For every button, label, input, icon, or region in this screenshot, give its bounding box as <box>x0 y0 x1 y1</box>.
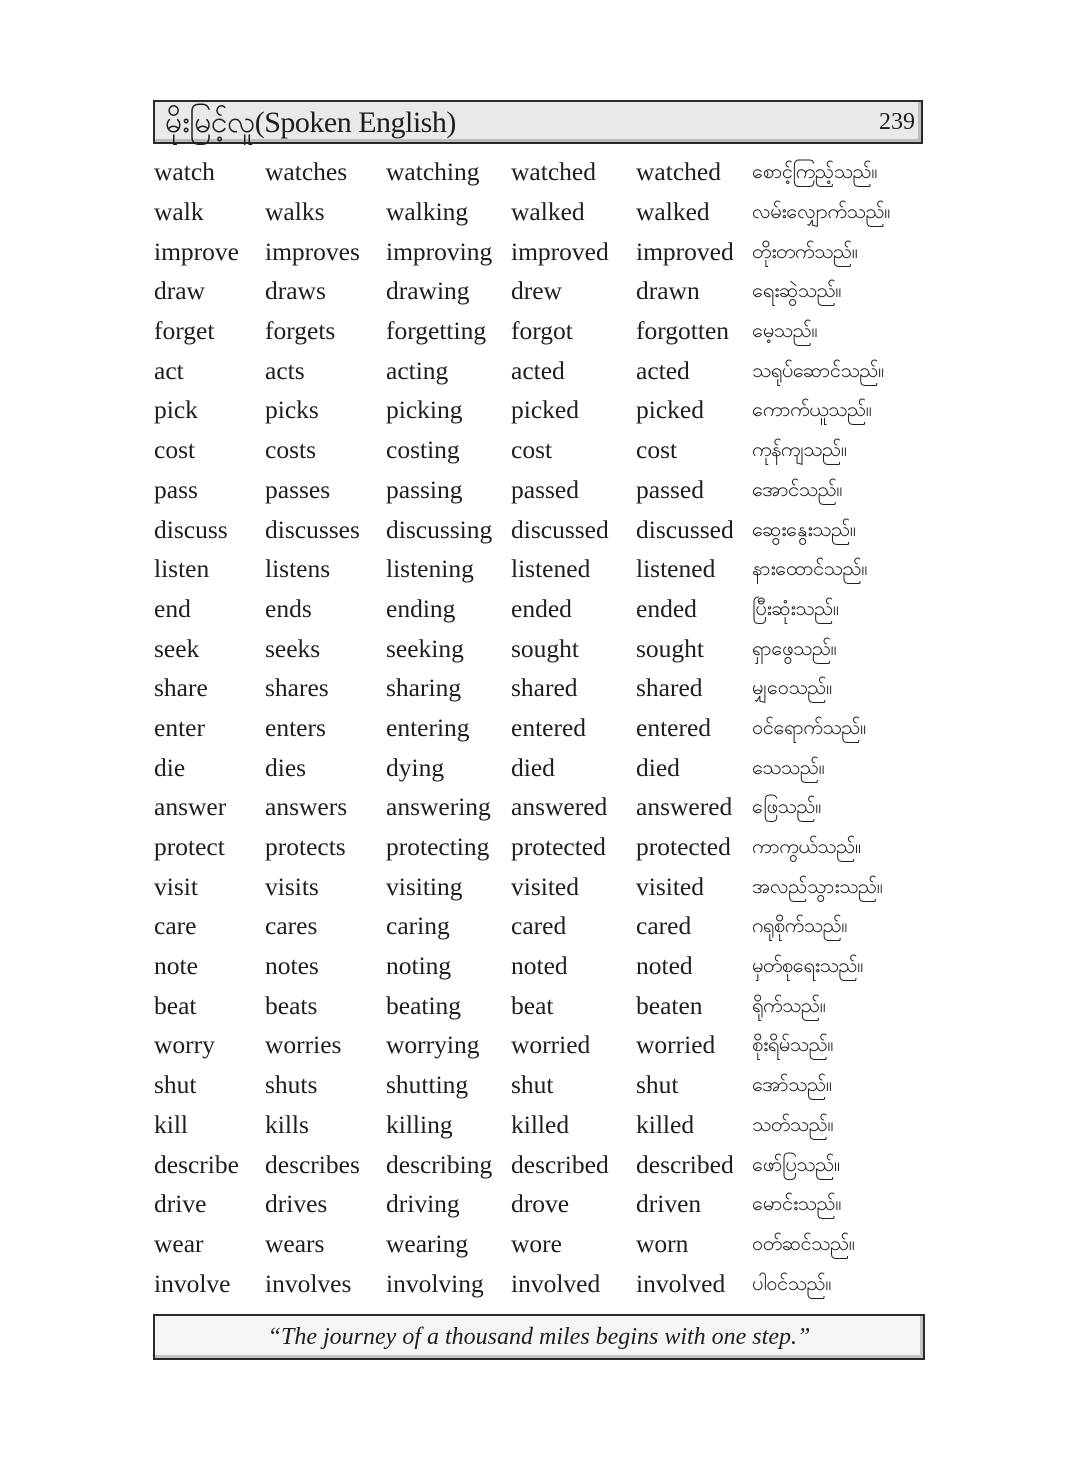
verb-row <box>154 827 914 867</box>
base-form: act <box>154 355 184 385</box>
base-form: describe <box>154 1149 239 1179</box>
verb-row <box>154 1105 914 1145</box>
past-form: beat <box>511 990 554 1020</box>
past-form: worried <box>511 1030 591 1060</box>
base-form: note <box>154 951 198 981</box>
past-form: ended <box>511 593 572 623</box>
past-form: shut <box>511 1070 554 1100</box>
past-participle-form: described <box>636 1149 734 1179</box>
verb-row <box>154 152 914 192</box>
base-form: forget <box>154 316 215 346</box>
ing-form: caring <box>386 911 450 941</box>
book-title: မိုးမြင့်လူ(Spoken English) <box>165 106 456 139</box>
myanmar-meaning: ကာကွယ်သည်။ <box>752 834 861 859</box>
third-person-form: passes <box>265 474 331 504</box>
past-participle-form: shared <box>636 673 703 703</box>
myanmar-meaning: ဖော်ပြသည်။ <box>752 1151 840 1176</box>
ing-form: shutting <box>386 1070 469 1100</box>
past-form: described <box>511 1149 609 1179</box>
base-form: drive <box>154 1189 207 1219</box>
past-participle-form: visited <box>636 871 704 901</box>
past-participle-form: involved <box>636 1268 726 1298</box>
myanmar-meaning: ကောက်ယူသည်။ <box>752 397 872 422</box>
third-person-form: walks <box>265 197 325 227</box>
myanmar-meaning: ဆွေးနွေးသည်။ <box>752 516 856 541</box>
third-person-form: beats <box>265 990 318 1020</box>
verb-row <box>154 430 914 470</box>
third-person-form: costs <box>265 435 316 465</box>
ing-form: improving <box>386 236 493 266</box>
third-person-form: answers <box>265 792 348 822</box>
ing-form: noting <box>386 951 452 981</box>
past-form: cared <box>511 911 567 941</box>
verb-row <box>154 946 914 986</box>
ing-form: involving <box>386 1268 484 1298</box>
ing-form: watching <box>386 157 480 187</box>
third-person-form: enters <box>265 712 326 742</box>
past-form: involved <box>511 1268 601 1298</box>
past-participle-form: protected <box>636 832 731 862</box>
verb-row <box>154 549 914 589</box>
base-form: worry <box>154 1030 215 1060</box>
myanmar-meaning: သရုပ်ဆောင်သည်။ <box>752 357 884 382</box>
verb-row <box>154 747 914 787</box>
myanmar-meaning: ပါဝင်သည်။ <box>752 1270 831 1295</box>
verb-row <box>154 906 914 946</box>
past-participle-form: ended <box>636 593 697 623</box>
base-form: listen <box>154 554 210 584</box>
base-form: wear <box>154 1228 204 1258</box>
myanmar-meaning: ရေးဆွဲသည်။ <box>752 278 841 303</box>
myanmar-meaning: ပြီးဆုံးသည်။ <box>752 595 839 620</box>
past-form: died <box>511 752 555 782</box>
page-number: 239 <box>879 109 915 135</box>
third-person-form: watches <box>265 157 348 187</box>
verb-row <box>154 192 914 232</box>
base-form: involve <box>154 1268 231 1298</box>
ing-form: answering <box>386 792 491 822</box>
third-person-form: worries <box>265 1030 342 1060</box>
third-person-form: dies <box>265 752 307 782</box>
base-form: beat <box>154 990 197 1020</box>
past-form: noted <box>511 951 568 981</box>
third-person-form: notes <box>265 951 319 981</box>
third-person-form: describes <box>265 1149 360 1179</box>
myanmar-meaning: နားထောင်သည်။ <box>752 556 867 581</box>
base-form: visit <box>154 871 198 901</box>
ing-form: worrying <box>386 1030 480 1060</box>
base-form: walk <box>154 197 204 227</box>
ing-form: listening <box>386 554 474 584</box>
myanmar-meaning: စိုးရိမ်သည်။ <box>752 1032 833 1057</box>
base-form: protect <box>154 832 225 862</box>
myanmar-meaning: မှတ်စုရေးသည်။ <box>752 953 863 978</box>
third-person-form: seeks <box>265 633 321 663</box>
ing-form: discussing <box>386 514 493 544</box>
ing-form: describing <box>386 1149 493 1179</box>
ing-form: sharing <box>386 673 462 703</box>
base-form: pick <box>154 395 198 425</box>
past-participle-form: entered <box>636 712 712 742</box>
base-form: share <box>154 673 208 703</box>
past-participle-form: driven <box>636 1189 702 1219</box>
base-form: seek <box>154 633 200 663</box>
past-form: visited <box>511 871 579 901</box>
ing-form: killing <box>386 1109 453 1139</box>
ing-form: wearing <box>386 1228 469 1258</box>
past-form: forgot <box>511 316 573 346</box>
myanmar-meaning: ဂရုစိုက်သည်။ <box>752 913 847 938</box>
past-participle-form: walked <box>636 197 710 227</box>
third-person-form: discusses <box>265 514 360 544</box>
ing-form: passing <box>386 474 463 504</box>
verb-row <box>154 1224 914 1264</box>
past-participle-form: drawn <box>636 276 700 306</box>
past-form: wore <box>511 1228 562 1258</box>
third-person-form: picks <box>265 395 319 425</box>
base-form: improve <box>154 236 239 266</box>
verb-row <box>154 1263 914 1303</box>
past-form: entered <box>511 712 587 742</box>
third-person-form: listens <box>265 554 331 584</box>
past-form: acted <box>511 355 565 385</box>
past-participle-form: beaten <box>636 990 703 1020</box>
past-participle-form: shut <box>636 1070 679 1100</box>
myanmar-meaning: အောင်သည်။ <box>752 476 842 501</box>
past-participle-form: killed <box>636 1109 695 1139</box>
past-form: cost <box>511 435 553 465</box>
myanmar-meaning: ကုန်ကျသည်။ <box>752 437 847 462</box>
verb-row <box>154 271 914 311</box>
verb-row <box>154 1025 914 1065</box>
quote-text: “The journey of a thousand miles begins with one step.” <box>267 1324 811 1350</box>
myanmar-meaning: အော်သည်။ <box>752 1072 832 1097</box>
myanmar-meaning: မောင်းသည်။ <box>752 1191 841 1216</box>
myanmar-meaning: ဝတ်ဆင်သည်။ <box>752 1230 855 1255</box>
past-form: drove <box>511 1189 570 1219</box>
verb-row <box>154 311 914 351</box>
third-person-form: involves <box>265 1268 352 1298</box>
third-person-form: drives <box>265 1189 328 1219</box>
base-form: care <box>154 911 197 941</box>
past-form: picked <box>511 395 579 425</box>
third-person-form: protects <box>265 832 346 862</box>
past-form: discussed <box>511 514 609 544</box>
verb-row <box>154 628 914 668</box>
past-participle-form: acted <box>636 355 690 385</box>
third-person-form: acts <box>265 355 305 385</box>
ing-form: ending <box>386 593 456 623</box>
ing-form: beating <box>386 990 462 1020</box>
verb-row <box>154 668 914 708</box>
third-person-form: visits <box>265 871 319 901</box>
past-participle-form: discussed <box>636 514 734 544</box>
ing-form: protecting <box>386 832 490 862</box>
base-form: cost <box>154 435 196 465</box>
ing-form: forgetting <box>386 316 487 346</box>
past-participle-form: cared <box>636 911 692 941</box>
third-person-form: improves <box>265 236 360 266</box>
ing-form: dying <box>386 752 445 782</box>
past-participle-form: listened <box>636 554 716 584</box>
myanmar-meaning: အလည်သွားသည်။ <box>752 873 883 898</box>
quote-box <box>153 1314 925 1360</box>
third-person-form: shares <box>265 673 329 703</box>
base-form: draw <box>154 276 205 306</box>
myanmar-meaning: သေသည်။ <box>752 754 825 779</box>
past-participle-form: passed <box>636 474 704 504</box>
verb-rows <box>154 152 914 1303</box>
past-participle-form: died <box>636 752 680 782</box>
past-form: watched <box>511 157 596 187</box>
ing-form: picking <box>386 395 463 425</box>
past-form: drew <box>511 276 562 306</box>
ing-form: acting <box>386 355 449 385</box>
verb-row <box>154 470 914 510</box>
third-person-form: ends <box>265 593 312 623</box>
past-participle-form: noted <box>636 951 693 981</box>
ing-form: walking <box>386 197 469 227</box>
base-form: pass <box>154 474 198 504</box>
past-participle-form: forgotten <box>636 316 730 346</box>
third-person-form: kills <box>265 1109 309 1139</box>
past-form: improved <box>511 236 609 266</box>
myanmar-meaning: စောင့်ကြည့်သည်။ <box>752 159 877 184</box>
verb-row <box>154 390 914 430</box>
past-participle-form: sought <box>636 633 705 663</box>
base-form: shut <box>154 1070 197 1100</box>
third-person-form: wears <box>265 1228 325 1258</box>
past-participle-form: worn <box>636 1228 689 1258</box>
past-form: listened <box>511 554 591 584</box>
ing-form: seeking <box>386 633 464 663</box>
verb-row <box>154 231 914 271</box>
past-form: walked <box>511 197 585 227</box>
past-participle-form: worried <box>636 1030 716 1060</box>
past-form: shared <box>511 673 578 703</box>
myanmar-meaning: လမ်းလျှောက်သည်။ <box>752 199 890 224</box>
verb-forms-table <box>154 152 914 1303</box>
ing-form: entering <box>386 712 470 742</box>
base-form: discuss <box>154 514 228 544</box>
verb-row <box>154 1144 914 1184</box>
verb-row <box>154 985 914 1025</box>
myanmar-meaning: ဝင်ရောက်သည်။ <box>752 714 866 739</box>
verb-row <box>154 787 914 827</box>
ing-form: visiting <box>386 871 463 901</box>
base-form: watch <box>154 157 215 187</box>
ing-form: costing <box>386 435 460 465</box>
verb-row <box>154 708 914 748</box>
base-form: die <box>154 752 186 782</box>
myanmar-meaning: မေ့သည်။ <box>752 318 818 343</box>
third-person-form: cares <box>265 911 318 941</box>
ing-form: driving <box>386 1189 460 1219</box>
base-form: kill <box>154 1109 189 1139</box>
verb-row <box>154 1184 914 1224</box>
past-form: killed <box>511 1109 570 1139</box>
past-form: passed <box>511 474 579 504</box>
past-form: answered <box>511 792 608 822</box>
myanmar-meaning: ဖြေသည်။ <box>752 794 821 819</box>
verb-row <box>154 509 914 549</box>
base-form: enter <box>154 712 205 742</box>
past-participle-form: watched <box>636 157 721 187</box>
third-person-form: forgets <box>265 316 336 346</box>
third-person-form: draws <box>265 276 326 306</box>
myanmar-meaning: ရိုက်သည်။ <box>752 992 826 1017</box>
myanmar-meaning: မျှဝေသည်။ <box>752 675 832 700</box>
base-form: answer <box>154 792 227 822</box>
verb-row <box>154 866 914 906</box>
past-participle-form: improved <box>636 236 734 266</box>
past-form: protected <box>511 832 606 862</box>
base-form: end <box>154 593 191 623</box>
past-participle-form: cost <box>636 435 678 465</box>
past-participle-form: picked <box>636 395 704 425</box>
page-header <box>153 100 923 144</box>
third-person-form: shuts <box>265 1070 318 1100</box>
myanmar-meaning: သတ်သည်။ <box>752 1111 834 1136</box>
myanmar-meaning: တိုးတက်သည်။ <box>752 238 858 263</box>
ing-form: drawing <box>386 276 470 306</box>
past-participle-form: answered <box>636 792 733 822</box>
verb-row <box>154 350 914 390</box>
myanmar-meaning: ရှာဖွေသည်။ <box>752 635 837 660</box>
past-form: sought <box>511 633 580 663</box>
verb-row <box>154 589 914 629</box>
verb-row <box>154 1065 914 1105</box>
